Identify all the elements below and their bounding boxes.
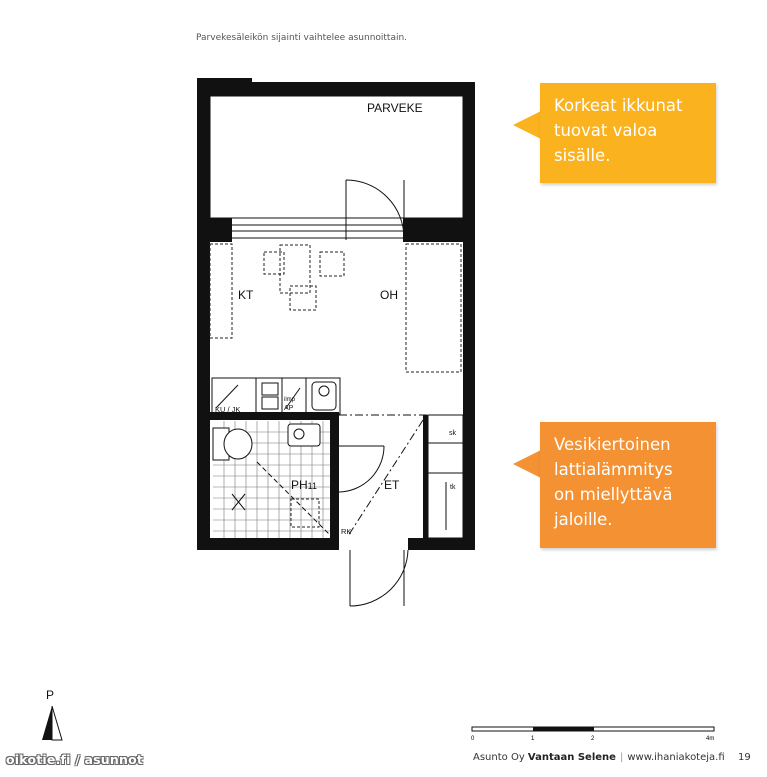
bathroom-label-text: PH — [291, 478, 308, 492]
callout-tail-1 — [513, 111, 541, 139]
watermark-logo: oikotie.fi / asunnot — [6, 752, 144, 767]
balcony-frame — [210, 96, 463, 218]
label-tk: tk — [450, 484, 456, 491]
label-ilmp: ilmp — [284, 397, 296, 403]
callout-1-line-2: tuovat valoa — [554, 121, 658, 140]
scale-tick-2: 2 — [591, 736, 595, 742]
callout-heating — [540, 422, 716, 548]
callout-windows — [540, 83, 716, 183]
hall-closets — [339, 415, 463, 538]
walls — [197, 78, 475, 550]
footer: Asunto Oy Vantaan Selene | www.ihaniakoteja.fi — [473, 752, 725, 763]
footer-url-link[interactable]: www.ihaniakoteja.fi — [627, 752, 725, 763]
scale-tick-1: 1 — [531, 736, 535, 742]
label-rk: RK — [341, 527, 352, 536]
scale-tick-0: 0 — [471, 736, 475, 742]
north-arrow-icon — [38, 688, 68, 744]
entrance-door — [350, 550, 408, 606]
bathroom-fixtures — [213, 424, 330, 535]
callout-2-line-2: lattialämmitys — [554, 460, 673, 479]
label-balcony: PARVEKE — [367, 101, 423, 115]
label-sk: sk — [449, 430, 456, 437]
callout-tail-2 — [513, 450, 541, 478]
page-number: 19 — [738, 752, 751, 763]
label-kitchen: KT — [238, 288, 254, 302]
callout-2-line-4: jaloille. — [554, 510, 613, 529]
label-ap: AP — [284, 405, 294, 412]
label-hall: ET — [384, 478, 400, 492]
scale-tick-4m: 4m — [706, 736, 715, 742]
bathroom-label-number: 11 — [307, 481, 318, 491]
label-living: OH — [380, 288, 398, 302]
scale-bar — [470, 724, 720, 746]
callout-2-line-1: Vesikiertoinen — [554, 435, 671, 454]
footer-company-name: Vantaan Selene — [527, 752, 616, 763]
callout-1-line-1: Korkeat ikkunat — [554, 96, 683, 115]
label-bathroom — [291, 478, 317, 492]
label-ku-jk: KU / JK — [215, 405, 241, 414]
floorplan-caption: Parvekesäleikön sijainti vaihtelee asunnoittain. — [196, 33, 408, 43]
callout-2-line-3: on miellyttävä — [554, 485, 673, 504]
bathroom-door — [339, 446, 384, 492]
footer-company-prefix: Asunto Oy — [473, 752, 525, 763]
north-letter: P — [46, 688, 55, 702]
callout-1-line-3: sisälle. — [554, 146, 611, 165]
